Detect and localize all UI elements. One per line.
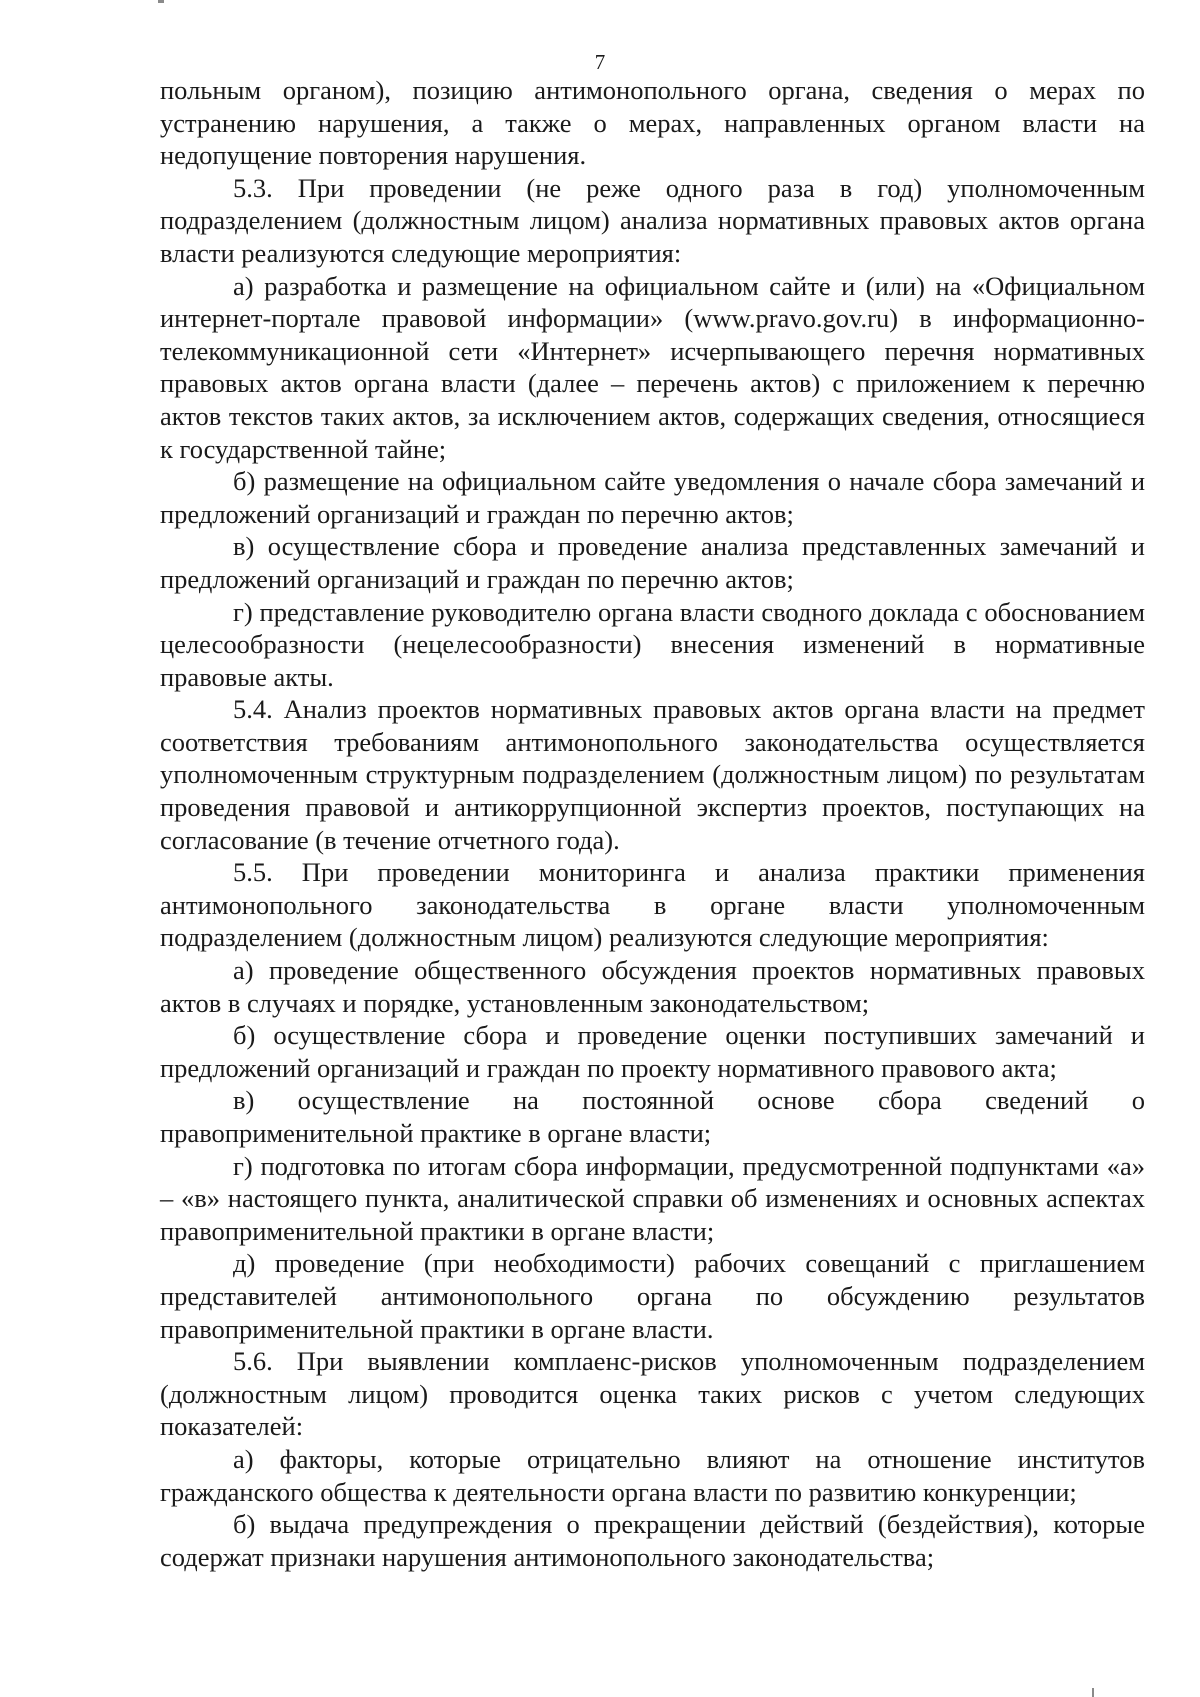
document-paragraph: б) осуществление сбора и проведение оценки поступивших замечаний и предложений организаций и граждан по проекту нормативного правового акта; — [160, 1020, 1145, 1083]
scan-artifact-mark — [1092, 1688, 1094, 1697]
document-paragraph: польным органом), позицию антимонопольного органа, сведения о мерах по устранению нарушения, а также о мерах, направленных органом власти на недопущение повторения нарушения. — [160, 75, 1145, 171]
document-paragraph: 5.4. Анализ проектов нормативных правовых актов органа власти на предмет соответствия требованиям антимонопольного законодательства осуществляется уполномоченным структурным подразделением (должностным лицом) по результатам проведения правовой и антикоррупционной экспертиз проектов, поступающих на согласование (в течение отчетного года). — [160, 694, 1145, 855]
document-paragraph: г) представление руководителю органа власти сводного доклада с обоснованием целесообразности (нецелесообразности) внесения изменений в нормативные правовые акты. — [160, 596, 1145, 692]
document-paragraph: а) разработка и размещение на официальном сайте и (или) на «Официальном интернет-портале правовой информации» (www.pravo.gov.ru) в информационно-телекоммуникационной сети «Интернет» исчерпывающего перечня нормативных правовых актов органа власти (далее – перечень актов) с приложением к перечню актов текстов таких актов, за исключением актов, содержащих сведения, относящиеся к государственной тайне; — [160, 270, 1145, 464]
document-paragraph: 5.3. При проведении (не реже одного раза в год) уполномоченным подразделением (должностным лицом) анализа нормативных правовых актов органа власти реализуются следующие мероприятия: — [160, 172, 1145, 268]
document-paragraph: б) размещение на официальном сайте уведомления о начале сбора замечаний и предложений организаций и граждан по перечню актов; — [160, 466, 1145, 529]
document-paragraph: б) выдача предупреждения о прекращении действий (бездействия), которые содержат признаки нарушения антимонопольного законодательства; — [160, 1509, 1145, 1572]
document-paragraph: 5.6. При выявлении комплаенс-рисков уполномоченным подразделением (должностным лицом) проводится оценка таких рисков с учетом следующих показателей: — [160, 1346, 1145, 1442]
document-body — [160, 74, 1145, 1573]
document-paragraph: а) проведение общественного обсуждения проектов нормативных правовых актов в случаях и порядке, установленным законодательством; — [160, 955, 1145, 1018]
document-paragraph: а) факторы, которые отрицательно влияют на отношение институтов гражданского общества к деятельности органа власти по развитию конкуренции; — [160, 1443, 1145, 1507]
page-number: 7 — [594, 50, 606, 74]
document-paragraph: д) проведение (при необходимости) рабочих совещаний с приглашением представителей антимонопольного органа по обсуждению результатов правоприменительной практики в органе власти. — [160, 1248, 1145, 1344]
document-paragraph: в) осуществление сбора и проведение анализа представленных замечаний и предложений организаций и граждан по перечню актов; — [160, 531, 1145, 594]
document-paragraph: 5.5. При проведении мониторинга и анализа практики применения антимонопольного законодательства в органе власти уполномоченным подразделением (должностным лицом) реализуются следующие мероприятия: — [160, 857, 1145, 953]
document-paragraph: в) осуществление на постоянной основе сбора сведений о правоприменительной практике в органе власти; — [160, 1085, 1145, 1148]
document-paragraph: г) подготовка по итогам сбора информации, предусмотренной подпунктами «а» – «в» настоящего пункта, аналитической справки об изменениях и основных аспектах правоприменительной практики в органе власти; — [160, 1150, 1145, 1246]
scan-artifact-mark — [158, 0, 164, 3]
